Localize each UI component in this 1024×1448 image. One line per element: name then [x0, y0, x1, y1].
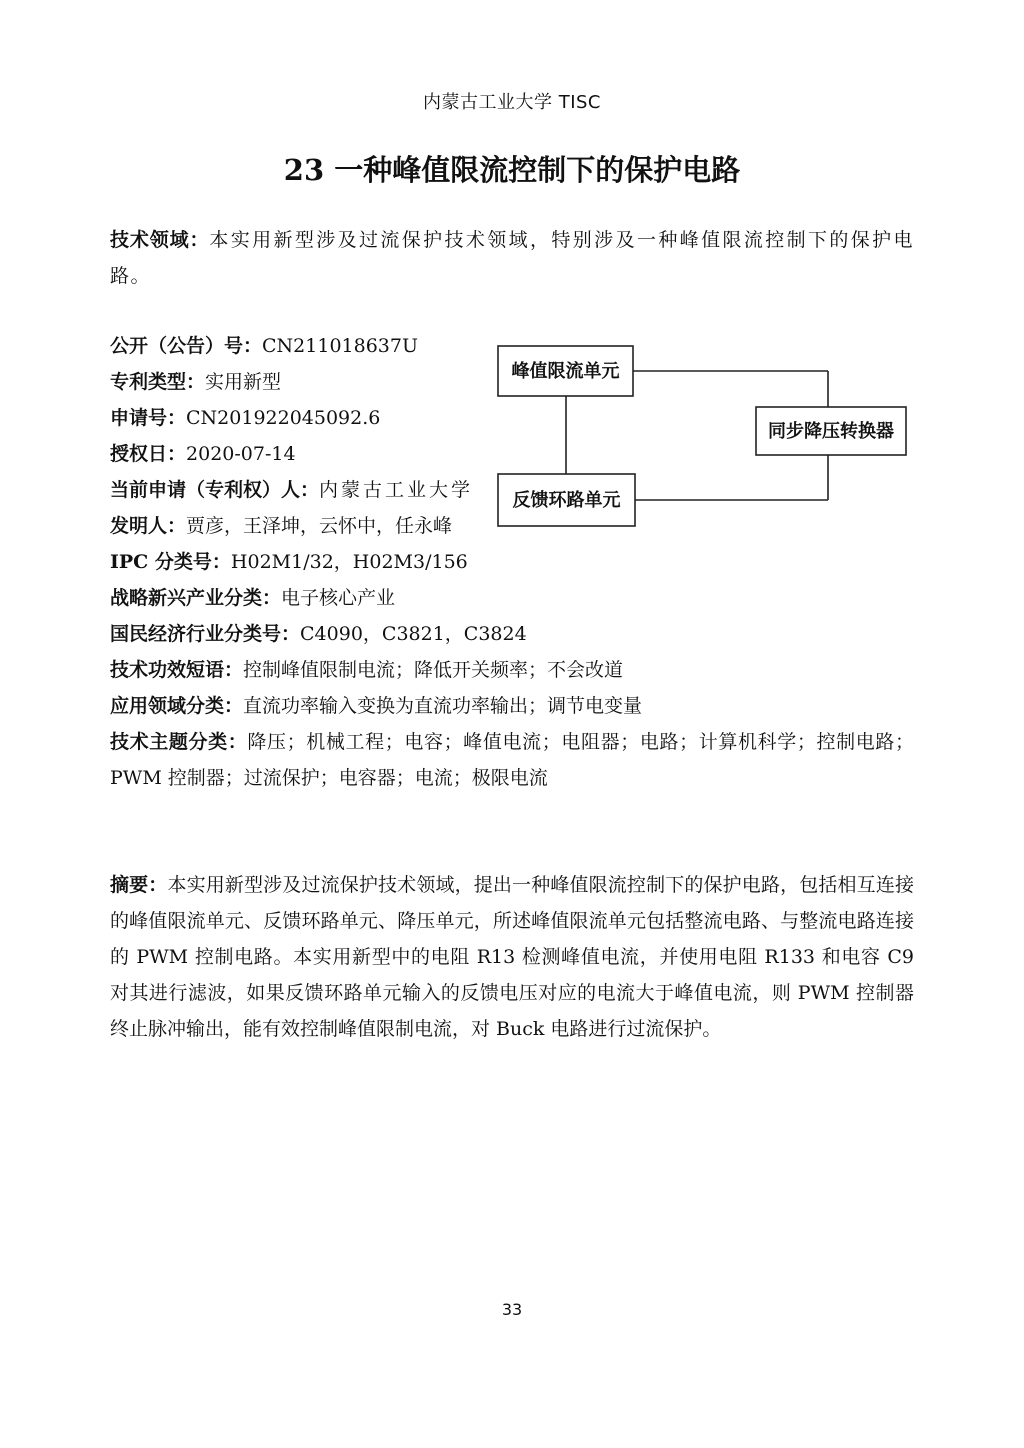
meta-value: 2020-07-14 [186, 443, 296, 465]
abstract-label: 摘要： [110, 874, 168, 896]
meta-label: 发明人： [110, 515, 187, 537]
meta-row-ipc [110, 544, 914, 580]
meta-value: 控制峰值限制电流；降低开关频率；不会改道 [243, 659, 624, 681]
meta-label: 应用领域分类： [110, 695, 244, 717]
meta-value: 内蒙古工业大学 [319, 479, 474, 501]
page-number: 33 [501, 1300, 523, 1319]
block-diagram [490, 340, 920, 540]
meta-label: 公开（公告）号： [110, 335, 263, 357]
meta-value: 电子核心产业 [281, 587, 396, 609]
sync-buck-converter-label: 同步降压转换器 [768, 421, 894, 442]
meta-value: 直流功率输入变换为直流功率输出；调节电变量 [243, 695, 643, 717]
meta-label: 技术功效短语： [110, 659, 244, 681]
meta-row-application-field [110, 688, 914, 724]
page-title: 23 一种峰值限流控制下的保护电路 [283, 153, 741, 187]
meta-row-industry-code [110, 616, 914, 652]
meta-row-emerging-industry [110, 580, 914, 616]
meta-value: C4090，C3821，C3824 [300, 623, 527, 645]
meta-value: H02M1/32，H02M3/156 [230, 551, 468, 573]
meta-row-effect-phrases [110, 652, 914, 688]
tech-field-text: 本实用新型涉及过流保护技术领域，特别涉及一种峰值限流控制下的保护电路。 [110, 229, 914, 287]
abstract-text: 本实用新型涉及过流保护技术领域，提出一种峰值限流控制下的保护电路，包括相互连接的峰值限流单元、反馈环路单元、降压单元，所述峰值限流单元包括整流电路、与整流电路连接的 PWM 控制电路。本实用新型中的电阻 R13 检测峰值电流，并使用电阻 R133 和电容 C9 对其进行滤波，如果反馈环路单元输入的反馈电压对应的电流大于峰值电流，则 PWM 控制器终止脉冲输出，能有效控制峰值限制电流，对 Buck 电路进行过流保护。 [110, 874, 914, 1040]
meta-value: CN201922045092.6 [186, 407, 381, 429]
feedback-loop-label: 反馈环路单元 [512, 490, 621, 511]
abstract-paragraph [110, 867, 914, 1047]
meta-label: 战略新兴产业分类： [110, 587, 282, 609]
meta-label: IPC 分类号： [110, 551, 231, 573]
meta-value: 贾彦，王泽坤，云怀中，任永峰 [186, 515, 453, 537]
meta-value: 实用新型 [205, 371, 282, 393]
page-header: 内蒙古工业大学 TISC [422, 92, 602, 113]
meta-label: 技术主题分类： [110, 731, 248, 753]
tech-field-paragraph [110, 222, 914, 294]
meta-label: 授权日： [110, 443, 187, 465]
meta-value: CN211018637U [262, 335, 418, 357]
meta-label: 国民经济行业分类号： [110, 623, 301, 645]
meta-row-applicant [110, 472, 480, 508]
meta-row-tech-topics [110, 724, 914, 796]
meta-label: 当前申请（专利权）人： [110, 479, 320, 501]
meta-value: 降压；机械工程；电容；峰值电流；电阻器；电路；计算机科学；控制电路；PWM 控制器；过流保护；电容器；电流；极限电流 [110, 731, 914, 789]
peak-current-limit-label: 峰值限流单元 [511, 361, 620, 382]
meta-label: 申请号： [110, 407, 187, 429]
tech-field-label: 技术领域： [110, 229, 210, 251]
meta-label: 专利类型： [110, 371, 206, 393]
